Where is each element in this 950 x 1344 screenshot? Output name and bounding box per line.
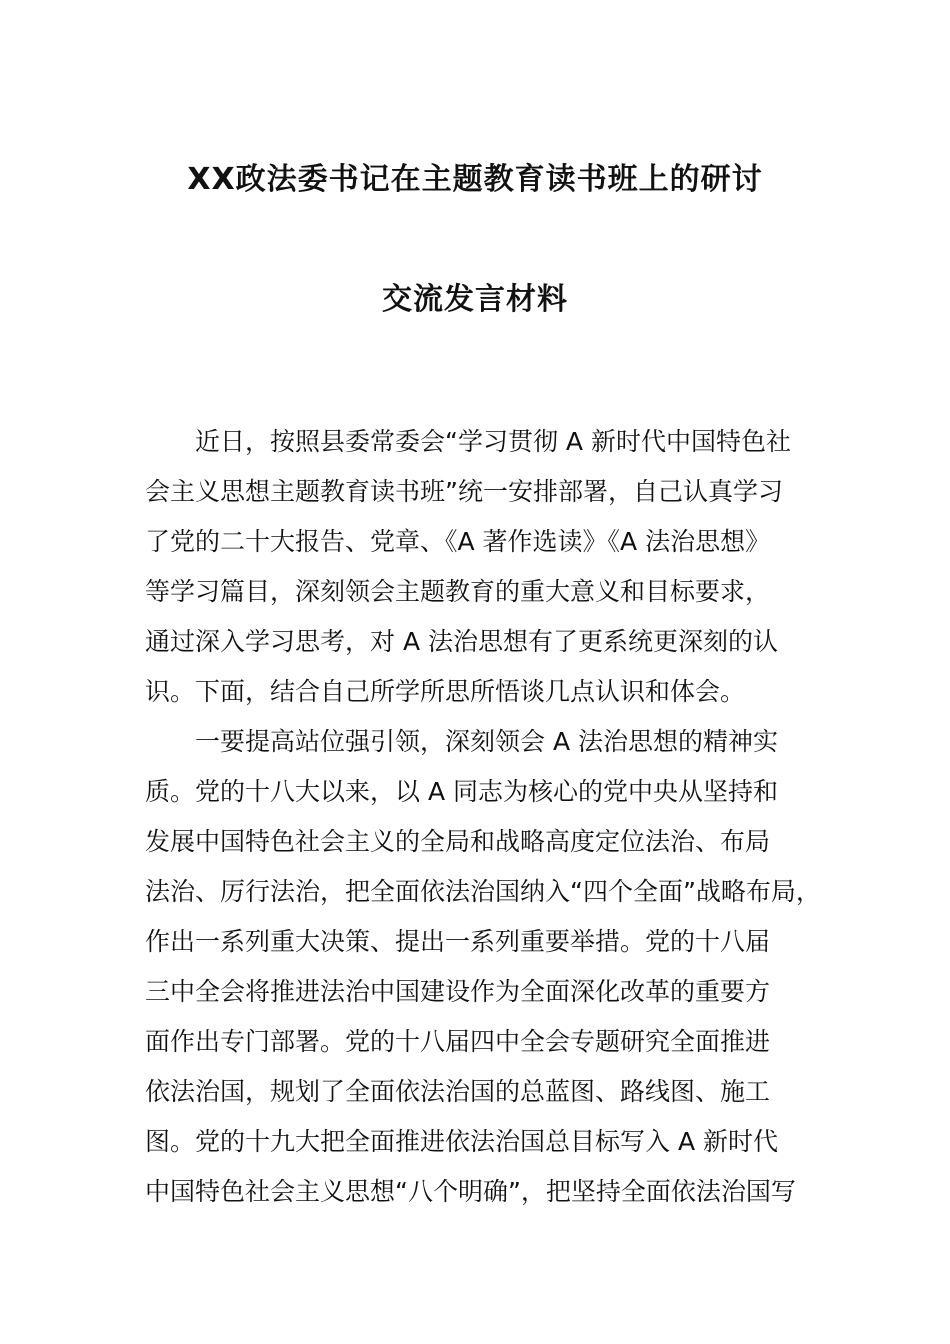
paragraph-2-line-1: 一要提高站位强引领，深刻领会 A 法治思想的精神实 (195, 727, 778, 756)
paragraph-1-line-2: 会主义思想主题教育读书班”统一安排部署，自己认真学习 (145, 477, 783, 506)
paragraph-2-line-7: 面作出专门部署。党的十八届四中全会专题研究全面推进 (145, 1027, 771, 1056)
paragraph-2-line-6: 三中全会将推进法治中国建设作为全面深化改革的重要方 (145, 977, 771, 1006)
paragraph-2-line-9: 图。党的十九大把全面推进依法治国总目标写入 A 新时代 (145, 1127, 778, 1156)
paragraph-1-line-4: 等学习篇目，深刻领会主题教育的重大意义和目标要求， (145, 577, 771, 606)
paragraph-1-line-6: 识。下面，结合自己所学所思所悟谈几点认识和体会。 (145, 677, 746, 706)
paragraph-2-line-10: 中国特色社会主义思想“八个明确”，把坚持全面依法治国写 (145, 1177, 796, 1206)
paragraph-2-line-3: 发展中国特色社会主义的全局和战略高度定位法治、布局 (145, 827, 771, 856)
paragraph-2-line-2: 质。党的十八大以来，以 A 同志为核心的党中央从坚持和 (145, 777, 778, 806)
paragraph-1-line-5: 通过深入学习思考，对 A 法治思想有了更系统更深刻的认 (145, 627, 778, 656)
paragraph-2-line-5: 作出一系列重大决策、提出一系列重要举措。党的十八届 (145, 927, 771, 956)
paragraph-1-line-1: 近日，按照县委常委会“学习贯彻 A 新时代中国特色社 (195, 427, 791, 456)
document-title-line-2: 交流发言材料 (382, 282, 568, 317)
document-title-line-1: XX政法委书记在主题教育读书班上的研讨 (187, 162, 763, 197)
paragraph-2-line-8: 依法治国，规划了全面依法治国的总蓝图、路线图、施工 (145, 1077, 771, 1106)
paragraph-2-line-4: 法治、厉行法治，把全面依法治国纳入“四个全面”战略布局， (145, 877, 821, 906)
paragraph-1-line-3: 了党的二十大报告、党章、《A 著作选读》《A 法治思想》 (145, 527, 771, 556)
document-body (145, 417, 821, 1217)
